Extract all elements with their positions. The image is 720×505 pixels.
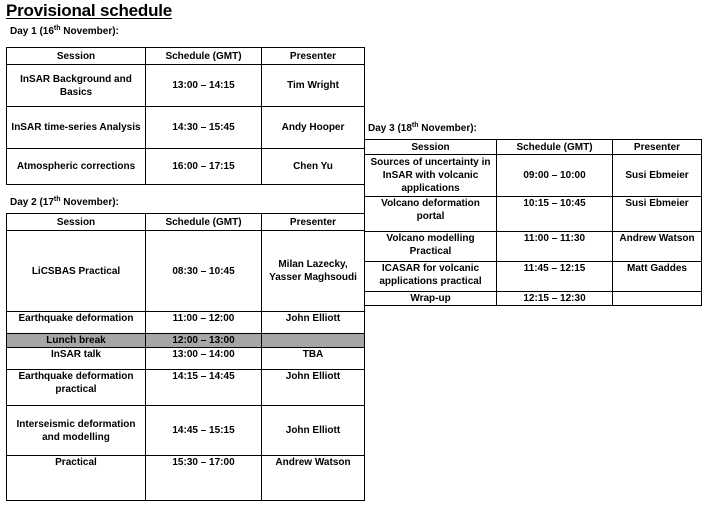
presenter-cell: Tim Wright: [262, 65, 365, 107]
lunch-break-row: [7, 334, 365, 348]
table-header-row: [365, 140, 702, 155]
session-cell: Earthquake deformation: [7, 312, 146, 334]
presenter-cell: Andrew Watson: [613, 232, 702, 262]
table-row: [365, 155, 702, 197]
table-row: [365, 292, 702, 306]
session-cell: InSAR Background and Basics: [7, 65, 146, 107]
presenter-cell: Andrew Watson: [262, 456, 365, 501]
table-row: [7, 348, 365, 370]
time-cell: 15:30 – 17:00: [146, 456, 262, 501]
table-row: [7, 231, 365, 312]
col-schedule-header: Schedule (GMT): [497, 140, 613, 155]
col-session-header: Session: [365, 140, 497, 155]
table-row: [365, 197, 702, 232]
col-presenter-header: Presenter: [262, 214, 365, 231]
session-cell: Practical: [7, 456, 146, 501]
col-presenter-header: Presenter: [613, 140, 702, 155]
presenter-cell: Milan Lazecky, Yasser Maghsoudi: [262, 231, 365, 312]
session-cell: Atmospheric corrections: [7, 149, 146, 185]
presenter-cell: Matt Gaddes: [613, 262, 702, 292]
session-cell: Interseismic deformation and modelling: [7, 406, 146, 456]
time-cell: 13:00 – 14:00: [146, 348, 262, 370]
day1-heading: [10, 26, 119, 37]
time-cell: 14:45 – 15:15: [146, 406, 262, 456]
time-cell: 11:00 – 11:30: [497, 232, 613, 262]
session-cell: Volcano modelling Practical: [365, 232, 497, 262]
session-cell: InSAR talk: [7, 348, 146, 370]
session-cell: Earthquake deformation practical: [7, 370, 146, 406]
table-row: [7, 406, 365, 456]
col-session-header: Session: [7, 48, 146, 65]
time-cell: 13:00 – 14:15: [146, 65, 262, 107]
day2-heading-text: Day 2 (17: [10, 197, 54, 208]
day3-table: [364, 139, 702, 306]
table-row: [7, 65, 365, 107]
presenter-cell: John Elliott: [262, 406, 365, 456]
time-cell: 08:30 – 10:45: [146, 231, 262, 312]
presenter-cell: Andy Hooper: [262, 107, 365, 149]
day2-heading-sup: th: [53, 196, 61, 203]
time-cell: 10:15 – 10:45: [497, 197, 613, 232]
day1-heading-text-end: November):: [60, 26, 119, 37]
presenter-cell: Chen Yu: [262, 149, 365, 185]
day1-heading-text: Day 1 (16: [10, 26, 54, 37]
time-cell: 16:00 – 17:15: [146, 149, 262, 185]
session-cell: Volcano deformation portal: [365, 197, 497, 232]
col-session-header: Session: [7, 214, 146, 231]
table-row: [7, 312, 365, 334]
col-schedule-header: Schedule (GMT): [146, 48, 262, 65]
col-schedule-header: Schedule (GMT): [146, 214, 262, 231]
presenter-cell: [613, 292, 702, 306]
table-row: [365, 232, 702, 262]
day3-heading: [368, 123, 477, 134]
time-cell: 12:00 – 13:00: [146, 334, 262, 348]
session-cell: Sources of uncertainty in InSAR with volcanic applications: [365, 155, 497, 197]
day1-table: [6, 47, 365, 185]
col-presenter-header: Presenter: [262, 48, 365, 65]
time-cell: 14:30 – 15:45: [146, 107, 262, 149]
day3-heading-text-end: November):: [418, 123, 477, 134]
session-cell: Wrap-up: [365, 292, 497, 306]
day1-heading-sup: th: [53, 25, 61, 32]
day3-heading-text: Day 3 (18: [368, 123, 412, 134]
page-title: Provisional schedule: [6, 1, 173, 20]
table-row: [365, 262, 702, 292]
session-cell: LiCSBAS Practical: [7, 231, 146, 312]
time-cell: 14:15 – 14:45: [146, 370, 262, 406]
table-row: [7, 149, 365, 185]
table-row: [7, 107, 365, 149]
presenter-cell: John Elliott: [262, 370, 365, 406]
day2-table: [6, 213, 365, 501]
time-cell: 11:45 – 12:15: [497, 262, 613, 292]
day2-heading-text-end: November):: [60, 197, 119, 208]
table-row: [7, 370, 365, 406]
session-cell: Lunch break: [7, 334, 146, 348]
presenter-cell: Susi Ebmeier: [613, 155, 702, 197]
time-cell: 09:00 – 10:00: [497, 155, 613, 197]
presenter-cell: [262, 334, 365, 348]
table-header-row: [7, 214, 365, 231]
table-header-row: [7, 48, 365, 65]
session-cell: InSAR time-series Analysis: [7, 107, 146, 149]
session-cell: ICASAR for volcanic applications practical: [365, 262, 497, 292]
table-row: [7, 456, 365, 501]
presenter-cell: Susi Ebmeier: [613, 197, 702, 232]
presenter-cell: John Elliott: [262, 312, 365, 334]
time-cell: 11:00 – 12:00: [146, 312, 262, 334]
day3-heading-sup: th: [411, 122, 419, 129]
day2-heading: [10, 197, 119, 208]
presenter-cell: TBA: [262, 348, 365, 370]
time-cell: 12:15 – 12:30: [497, 292, 613, 306]
